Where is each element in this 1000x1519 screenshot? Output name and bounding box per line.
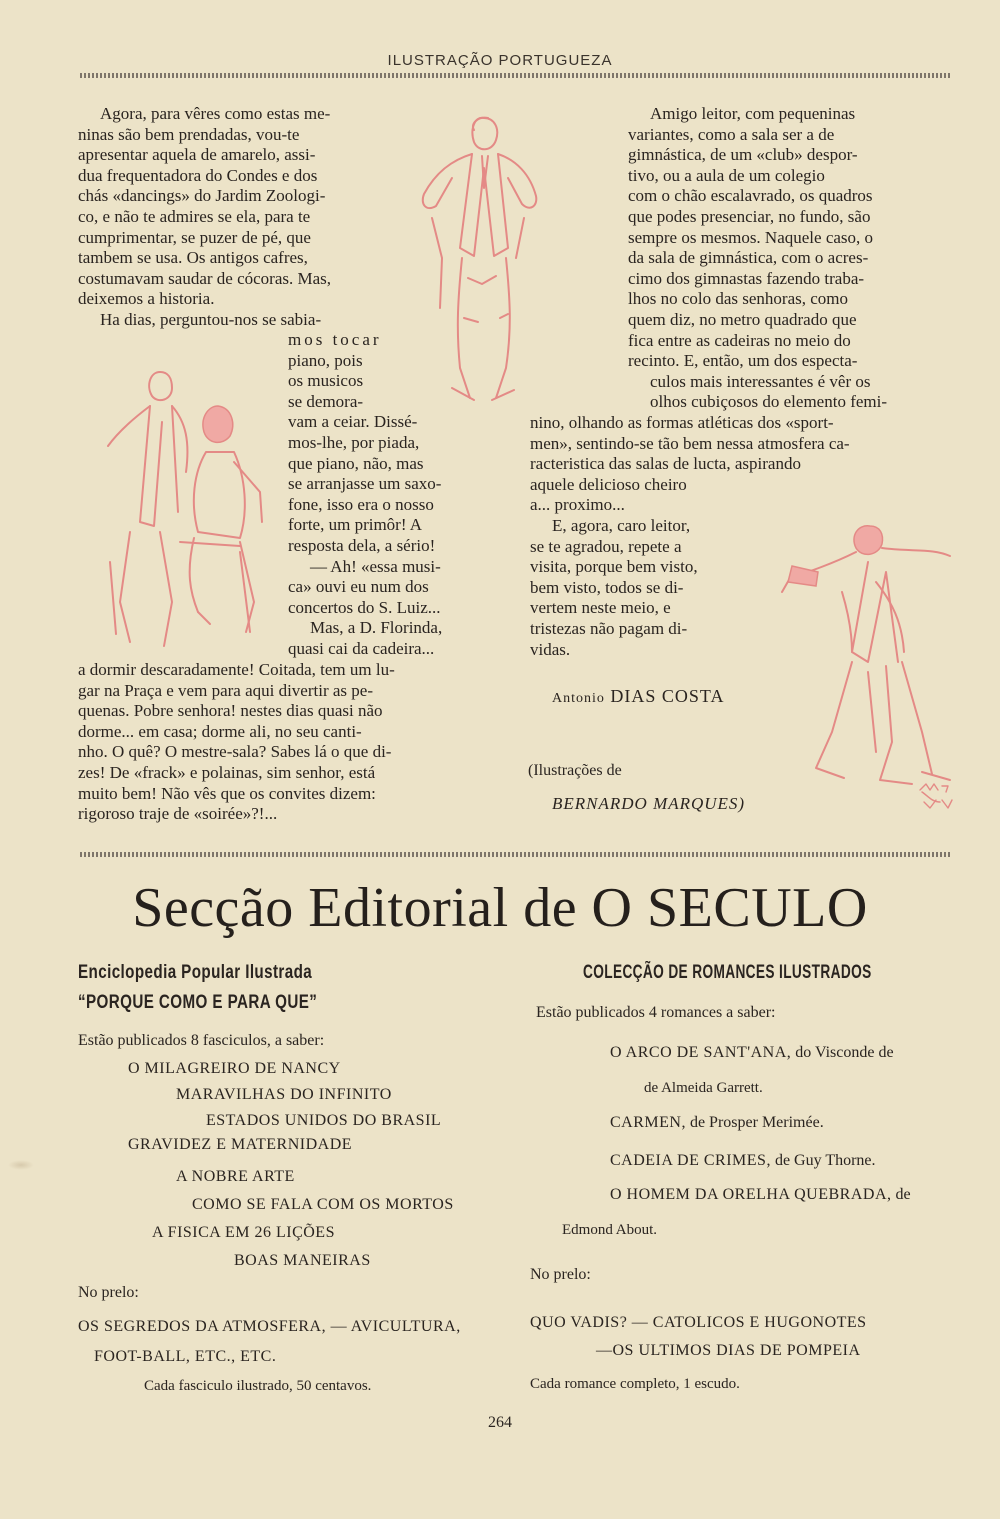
book-entry: O HOMEM DA ORELHA QUEBRADA, de (610, 1186, 911, 1203)
wide-line: men», sentindo-se tão bem nessa atmosfera ca- (530, 433, 850, 453)
fascicle-title: MARAVILHAS DO INFINITO (176, 1086, 392, 1103)
book-entry: O ARCO DE SANT'ANA, do Visconde de (610, 1044, 894, 1061)
left-price: Cada fasciculo ilustrado, 50 centavos. (144, 1378, 372, 1394)
para2-line: vertem neste meio, e (530, 598, 671, 618)
page-number: 264 (488, 1414, 512, 1431)
para2-line: E, agora, caro leitor, (552, 516, 691, 535)
illustration-couple (90, 362, 276, 652)
narrow-line: quasi cai da cadeira... (288, 638, 435, 658)
bottom-line: gar na Praça e vem para aqui divertir as pe- (78, 680, 373, 700)
narrow-line: Mas, a D. Florinda, (310, 618, 443, 638)
illustration-credit-1: (Ilustrações de (528, 762, 622, 779)
para1-line: cumprimentar, se puzer de pé, que (78, 227, 311, 247)
narrow-line: concertos do S. Luiz... (288, 597, 441, 617)
book-entry: CADEIA DE CRIMES, de Guy Thorne. (610, 1152, 876, 1169)
narrow-line: vam a ceiar. Dissé- (288, 412, 418, 432)
fascicle-title: BOAS MANEIRAS (234, 1252, 371, 1269)
right-line: quem diz, no metro quadrado que (628, 309, 857, 329)
book-entry: CARMEN, de Prosper Merimée. (610, 1114, 824, 1131)
right-column-para2 (530, 516, 758, 660)
para1-line: Agora, para vêres como estas me- (100, 104, 331, 123)
right-line: da sala de gimnástica, com o acres- (628, 248, 869, 268)
bottom-line: dorme... em casa; dorme ali, no seu canti- (78, 721, 362, 741)
left-heading-2: “PORQUE COMO E PARA QUE” (78, 992, 318, 1013)
narrow-line: resposta dela, a sério! (288, 535, 436, 555)
para2-line: se te agradou, repete a (530, 536, 682, 556)
right-line: com o chão escalavrado, os quadros (628, 186, 873, 206)
right-line: cimo dos gimnastas fazendo traba- (628, 268, 865, 288)
left-column-bottom (78, 660, 498, 825)
para2-line: visita, porque bem visto, (530, 557, 698, 577)
fascicle-title: A NOBRE ARTE (176, 1168, 295, 1185)
author-signature (552, 686, 724, 707)
right-line: variantes, como a sala ser a de (628, 124, 835, 144)
left-column-para1 (78, 104, 403, 331)
bottom-line: nho. O quê? O mestre-sala? Sabes lá o que di- (78, 742, 392, 762)
para1-line: co, e não te admires se ela, para te (78, 206, 311, 226)
book-entry: Edmond About. (562, 1222, 658, 1238)
bottom-line: quenas. Pobre senhora! nestes dias quasi não (78, 701, 383, 721)
right-in-press-line-1: QUO VADIS? — CATOLICOS E HUGONOTES (530, 1314, 867, 1331)
para1-line: apresentar aquela de amarelo, assi- (78, 145, 316, 165)
fascicle-title: A FISICA EM 26 LIÇÕES (152, 1224, 335, 1241)
narrow-line: — Ah! «essa musi- (310, 556, 441, 576)
right-line: olhos cubiçosos do elemento femi- (650, 392, 888, 412)
running-title: ILUSTRAÇÃO PORTUGUEZA (387, 52, 613, 69)
right-column-para1 (628, 104, 953, 413)
narrow-line: se arranjasse um saxo- (288, 474, 442, 494)
section-title: Secção Editorial de O SECULO (132, 877, 868, 939)
para1-line: dua frequentadora do Condes e dos (78, 165, 318, 185)
left-heading-1: Enciclopedia Popular Ilustrada (78, 962, 313, 983)
left-in-press-label: No prelo: (78, 1284, 139, 1301)
author-last-name: DIAS COSTA (610, 686, 725, 706)
middle-rule (80, 852, 950, 857)
wide-line: a... proximo... (530, 495, 625, 515)
para1-line: tambem se usa. Os antigos cafres, (78, 248, 308, 268)
right-line: recinto. E, então, um dos especta- (628, 351, 858, 371)
paper-blot (8, 1160, 34, 1170)
right-price: Cada romance completo, 1 escudo. (530, 1376, 740, 1392)
narrow-line: mos-lhe, por piada, (288, 432, 420, 452)
right-line: que podes presenciar, no fundo, são (628, 206, 871, 226)
illustration-dancers (772, 512, 962, 812)
right-line: lhos no colo das senhoras, como (628, 289, 849, 309)
narrow-line: forte, um primôr! A (288, 515, 423, 535)
para2-line: Ha dias, perguntou-nos se sabia- (100, 309, 322, 329)
right-column-wide (530, 413, 953, 516)
narrow-line: piano, pois (288, 350, 363, 370)
illustrator-signature-mark (918, 776, 958, 816)
left-intro: Estão publicados 8 fasciculos, a saber: (78, 1032, 325, 1049)
para1-line: costumavam saudar de cócoras. Mas, (78, 268, 332, 288)
para2-line: tristezas não pagam di- (530, 618, 688, 638)
right-intro: Estão publicados 4 romances a saber: (536, 1004, 776, 1021)
right-in-press-label: No prelo: (530, 1266, 591, 1283)
illustration-credit-2: BERNARDO MARQUES) (552, 794, 746, 813)
book-entry: de Almeida Garrett. (644, 1080, 763, 1096)
author-first-name: Antonio (552, 691, 605, 706)
fascicle-title: COMO SE FALA COM OS MORTOS (192, 1196, 454, 1213)
para1-line: deixemos a historia. (78, 289, 215, 309)
illustration-standing-man (412, 108, 542, 408)
right-heading: COLECÇÃO DE ROMANCES ILUSTRADOS (583, 962, 872, 983)
top-rule (80, 73, 950, 78)
bottom-line: rigoroso traje de «soirée»?!... (78, 804, 278, 824)
narrow-line: ca» ouvi eu num dos (288, 577, 429, 597)
para1-line: chás «dancings» do Jardim Zoologi- (78, 186, 326, 206)
fascicle-title: O MILAGREIRO DE NANCY (128, 1060, 341, 1077)
right-line: tivo, ou a aula de um colegio (628, 165, 825, 185)
narrow-line: que piano, não, mas (288, 453, 424, 473)
right-line: gimnástica, de um «club» despor- (628, 145, 858, 165)
fascicle-title: GRAVIDEZ E MATERNIDADE (128, 1136, 353, 1153)
para2-line: bem visto, todos se di- (530, 577, 684, 597)
wide-line: aquele delicioso cheiro (530, 474, 687, 494)
right-line: fica entre as cadeiras no meio do (628, 330, 851, 350)
narrow-line: os musicos (288, 371, 364, 391)
right-line: culos mais interessantes é vêr os (650, 371, 871, 391)
bottom-line: a dormir descaradamente! Coitada, tem um lu- (78, 660, 395, 679)
right-line: Amigo leitor, com pequeninas (650, 104, 856, 123)
narrow-line: mos tocar (288, 330, 382, 349)
bottom-line: zes! De «frack» e polainas, sim senhor, está (78, 762, 376, 782)
narrow-line: se demora- (288, 391, 364, 411)
narrow-line: fone, isso era o nosso (288, 494, 434, 514)
left-in-press-line-2: FOOT-BALL, ETC., ETC. (94, 1348, 277, 1365)
fascicle-title: ESTADOS UNIDOS DO BRASIL (206, 1112, 442, 1129)
para1-line: ninas são bem prendadas, vou-te (78, 124, 300, 144)
wide-line: racteristica das salas de lucta, aspirando (530, 454, 801, 474)
right-line: sempre os mesmos. Naquele caso, o (628, 227, 874, 247)
left-in-press-line-1: OS SEGREDOS DA ATMOSFERA, — AVICULTURA, (78, 1318, 461, 1335)
bottom-line: muito bem! Não vês que os convites dizem: (78, 783, 376, 803)
wide-line: nino, olhando as formas atléticas dos «sport- (530, 413, 834, 432)
para2-line: vidas. (530, 639, 571, 659)
right-in-press-line-2: —OS ULTIMOS DIAS DE POMPEIA (596, 1342, 861, 1359)
